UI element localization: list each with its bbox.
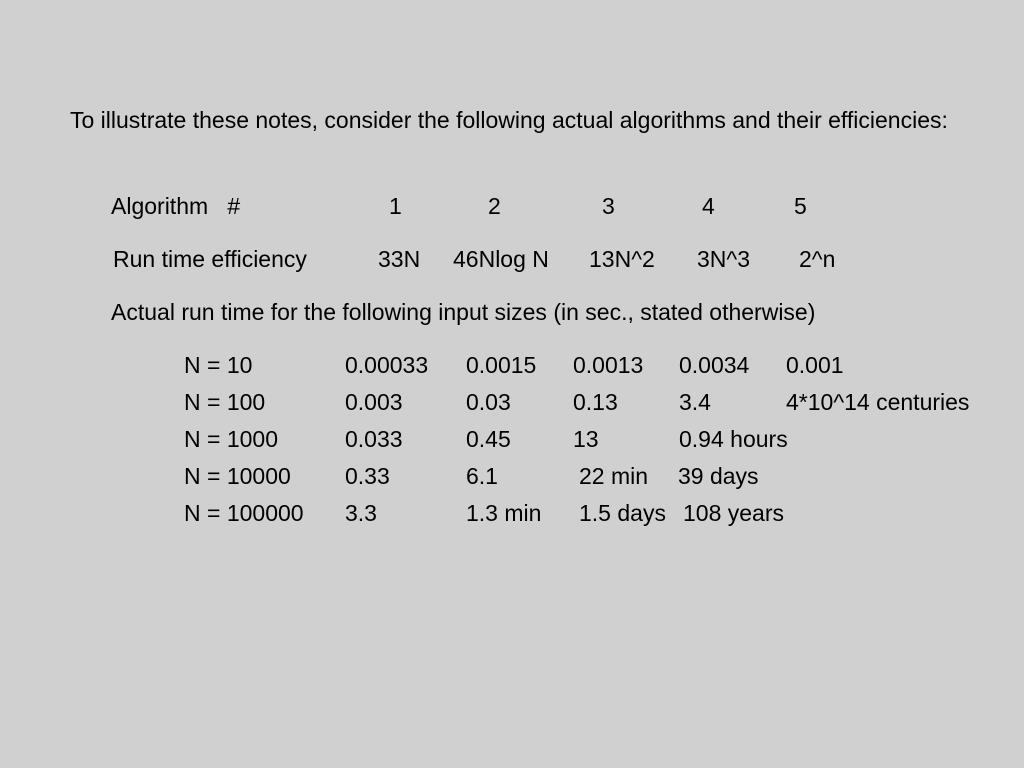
runtime-cell: 0.001 (786, 352, 844, 378)
intro-text: To illustrate these notes, consider the following actual algorithms and their efficiencies: (70, 107, 948, 133)
runtime-cell: 0.0015 (466, 352, 537, 378)
runtime-cell: 0.0034 (679, 352, 750, 378)
algorithm-number: 5 (794, 193, 807, 219)
actual-runtime-heading: Actual run time for the following input sizes (in sec., stated otherwise) (111, 299, 816, 325)
input-size-label: N = 1000 (184, 426, 278, 452)
efficiency-value: 46Nlog N (453, 246, 549, 272)
runtime-cell: 3.3 (345, 500, 377, 526)
runtime-cell: 0.033 (345, 426, 403, 452)
efficiency-value: 33N (378, 246, 421, 272)
runtime-cell: 22 min (579, 463, 649, 489)
runtime-cell: 0.0013 (573, 352, 644, 378)
runtime-cell: 1.3 min (466, 500, 542, 526)
runtime-cell: 0.00033 (345, 352, 429, 378)
efficiency-value: 13N^2 (589, 246, 655, 272)
runtime-cell: 0.45 (466, 426, 511, 452)
algorithm-number: 3 (602, 193, 615, 219)
runtime-cell: 0.94 hours (679, 426, 788, 452)
runtime-cell: 6.1 (466, 463, 498, 489)
algorithm-row-label: Algorithm # (111, 193, 241, 219)
efficiency-row-label: Run time efficiency (113, 246, 307, 272)
runtime-cell: 0.33 (345, 463, 390, 489)
input-size-label: N = 10 (184, 352, 253, 378)
runtime-cell: 3.4 (679, 389, 711, 415)
runtime-cell: 0.13 (573, 389, 618, 415)
algorithm-number: 1 (389, 193, 402, 219)
runtime-cell: 0.03 (466, 389, 511, 415)
input-size-label: N = 10000 (184, 463, 291, 489)
runtime-cell: 4*10^14 centuries (786, 389, 970, 415)
algorithm-number: 2 (488, 193, 501, 219)
algorithm-number: 4 (702, 193, 715, 219)
efficiency-value: 3N^3 (697, 246, 750, 272)
runtime-cell: 39 days (678, 463, 759, 489)
input-size-label: N = 100 (184, 389, 266, 415)
runtime-cell: 108 years (683, 500, 785, 526)
efficiency-value: 2^n (799, 246, 836, 272)
input-size-label: N = 100000 (184, 500, 304, 526)
runtime-cell: 0.003 (345, 389, 403, 415)
runtime-cell: 1.5 days (579, 500, 666, 526)
runtime-cell: 13 (573, 426, 599, 452)
